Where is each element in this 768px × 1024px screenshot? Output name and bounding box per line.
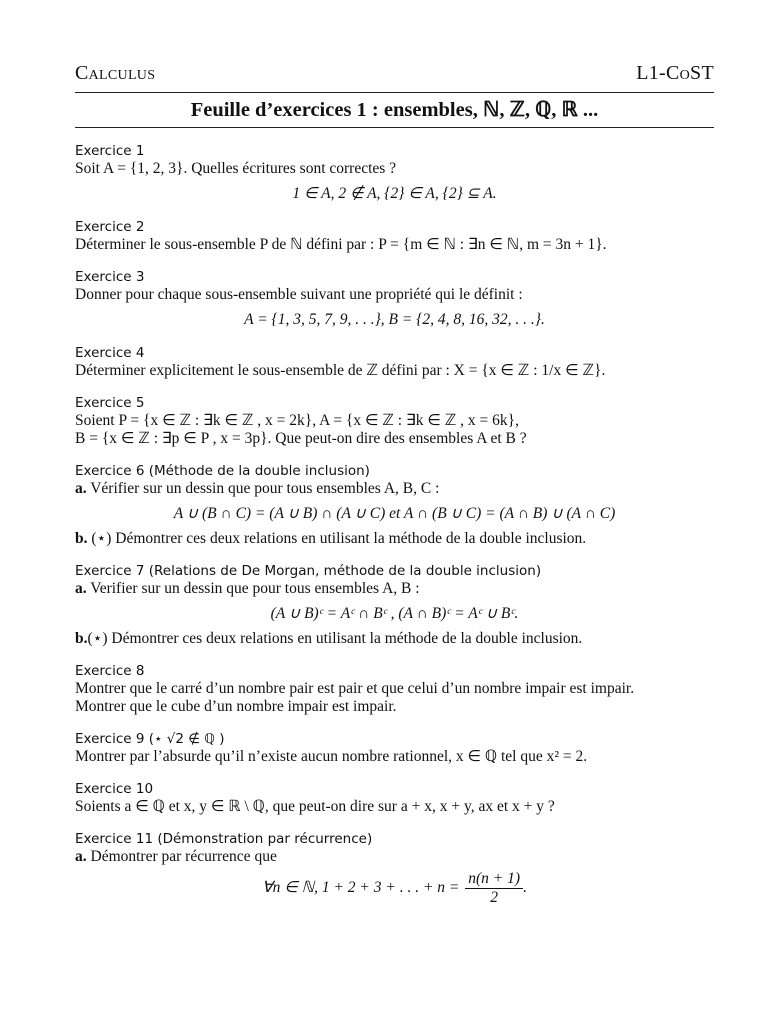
document-page [75, 62, 714, 913]
exercise-heading: Exercice 6 (Méthode de la double inclusion) [75, 463, 370, 479]
exercise-heading: Exercice 2 [75, 219, 145, 235]
exercise-2 [75, 218, 714, 254]
exercise-formula: 1 ∈ A, 2 ∉ A, {2} ∈ A, {2} ⊆ A. [292, 185, 497, 202]
exercise-text: Soit A = {1, 2, 3}. Quelles écritures sont correctes ? [75, 160, 397, 177]
exercise-text: Soient P = {x ∈ ℤ : ∃k ∈ ℤ , x = 2k}, A = {x ∈ ℤ : ∃k ∈ ℤ , x = 6k}, [75, 412, 519, 429]
exercise-heading: Exercice 1 [75, 143, 145, 159]
exercise-text: B = {x ∈ ℤ : ∃p ∈ P , x = 3p}. Que peut-on dire des ensembles A et B ? [75, 430, 527, 447]
exercise-10 [75, 780, 714, 816]
exercise-text: Déterminer explicitement le sous-ensemble de ℤ défini par : X = {x ∈ ℤ : 1/x ∈ ℤ}. [75, 362, 606, 379]
page-header [75, 62, 714, 92]
exercise-heading: Exercice 8 [75, 663, 145, 679]
exercise-text: a. Démontrer par récurrence que [75, 848, 277, 865]
exercise-heading: Exercice 4 [75, 345, 145, 361]
exercise-formula: (A ∪ B)ᶜ = Aᶜ ∩ Bᶜ , (A ∩ B)ᶜ = Aᶜ ∪ Bᶜ. [270, 605, 519, 622]
exercise-7 [75, 562, 714, 648]
exercise-4 [75, 344, 714, 380]
exercise-1 [75, 142, 714, 204]
exercise-formula: A = {1, 3, 5, 7, 9, . . .}, B = {2, 4, 8, 16, 32, . . .}. [244, 311, 545, 328]
exercise-text: b.(⋆) Démontrer ces deux relations en utilisant la méthode de la double inclusion. [75, 630, 583, 647]
exercise-text: Donner pour chaque sous-ensemble suivant une propriété qui le définit : [75, 286, 523, 303]
header-rule-bottom [75, 127, 714, 128]
exercise-11 [75, 830, 714, 907]
exercise-text: a. Vérifier sur un dessin que pour tous ensembles A, B, C : [75, 480, 440, 497]
exercise-text: Soients a ∈ ℚ et x, y ∈ ℝ \ ℚ, que peut-on dire sur a + x, x + y, ax et x + y ? [75, 798, 555, 815]
exercise-3 [75, 268, 714, 330]
exercise-formula: A ∪ (B ∩ C) = (A ∪ B) ∩ (A ∪ C) et A ∩ (B ∪ C) = (A ∩ B) ∪ (A ∩ C) [173, 505, 616, 522]
exercise-text: Montrer par l’absurde qu’il n’existe aucun nombre rationnel, x ∈ ℚ tel que x² = 2. [75, 748, 588, 765]
header-level: L1-CoST [636, 62, 714, 84]
exercise-8 [75, 662, 714, 716]
exercise-6 [75, 462, 714, 548]
exercise-heading: Exercice 10 [75, 781, 154, 797]
exercise-heading: Exercice 7 (Relations de De Morgan, méthode de la double inclusion) [75, 563, 542, 579]
exercise-heading: Exercice 3 [75, 269, 145, 285]
header-course: Calculus [75, 62, 156, 84]
exercise-heading: Exercice 9 (⋆ √2 ∉ ℚ ) [75, 731, 225, 747]
exercise-text: Montrer que le carré d’un nombre pair est pair et que celui d’un nombre impair est impair. [75, 680, 635, 697]
exercise-formula: ∀n ∈ ℕ, 1 + 2 + 3 + . . . + n = $\frac{n(n + 1)}{2}$ . [262, 870, 527, 906]
exercise-text: b. (⋆) Démontrer ces deux relations en utilisant la méthode de la double inclusion. [75, 530, 587, 547]
exercise-text: a. Verifier sur un dessin que pour tous ensembles A, B : [75, 580, 420, 597]
exercise-text: Déterminer le sous-ensemble P de ℕ défini par : P = {m ∈ ℕ : ∃n ∈ ℕ, m = 3n + 1}. [75, 236, 607, 253]
exercise-text: Montrer que le cube d’un nombre impair est impair. [75, 698, 397, 715]
exercise-9 [75, 730, 714, 766]
fraction: $\frac{n(n + 1)}{2}$ [465, 870, 523, 907]
exercise-heading: Exercice 11 (Démonstration par récurrence) [75, 831, 373, 847]
exercise-5 [75, 394, 714, 448]
page-title: Feuille d’exercices 1 : ensembles, ℕ, ℤ, ℚ, ℝ ... [190, 99, 599, 121]
exercise-heading: Exercice 5 [75, 395, 145, 411]
